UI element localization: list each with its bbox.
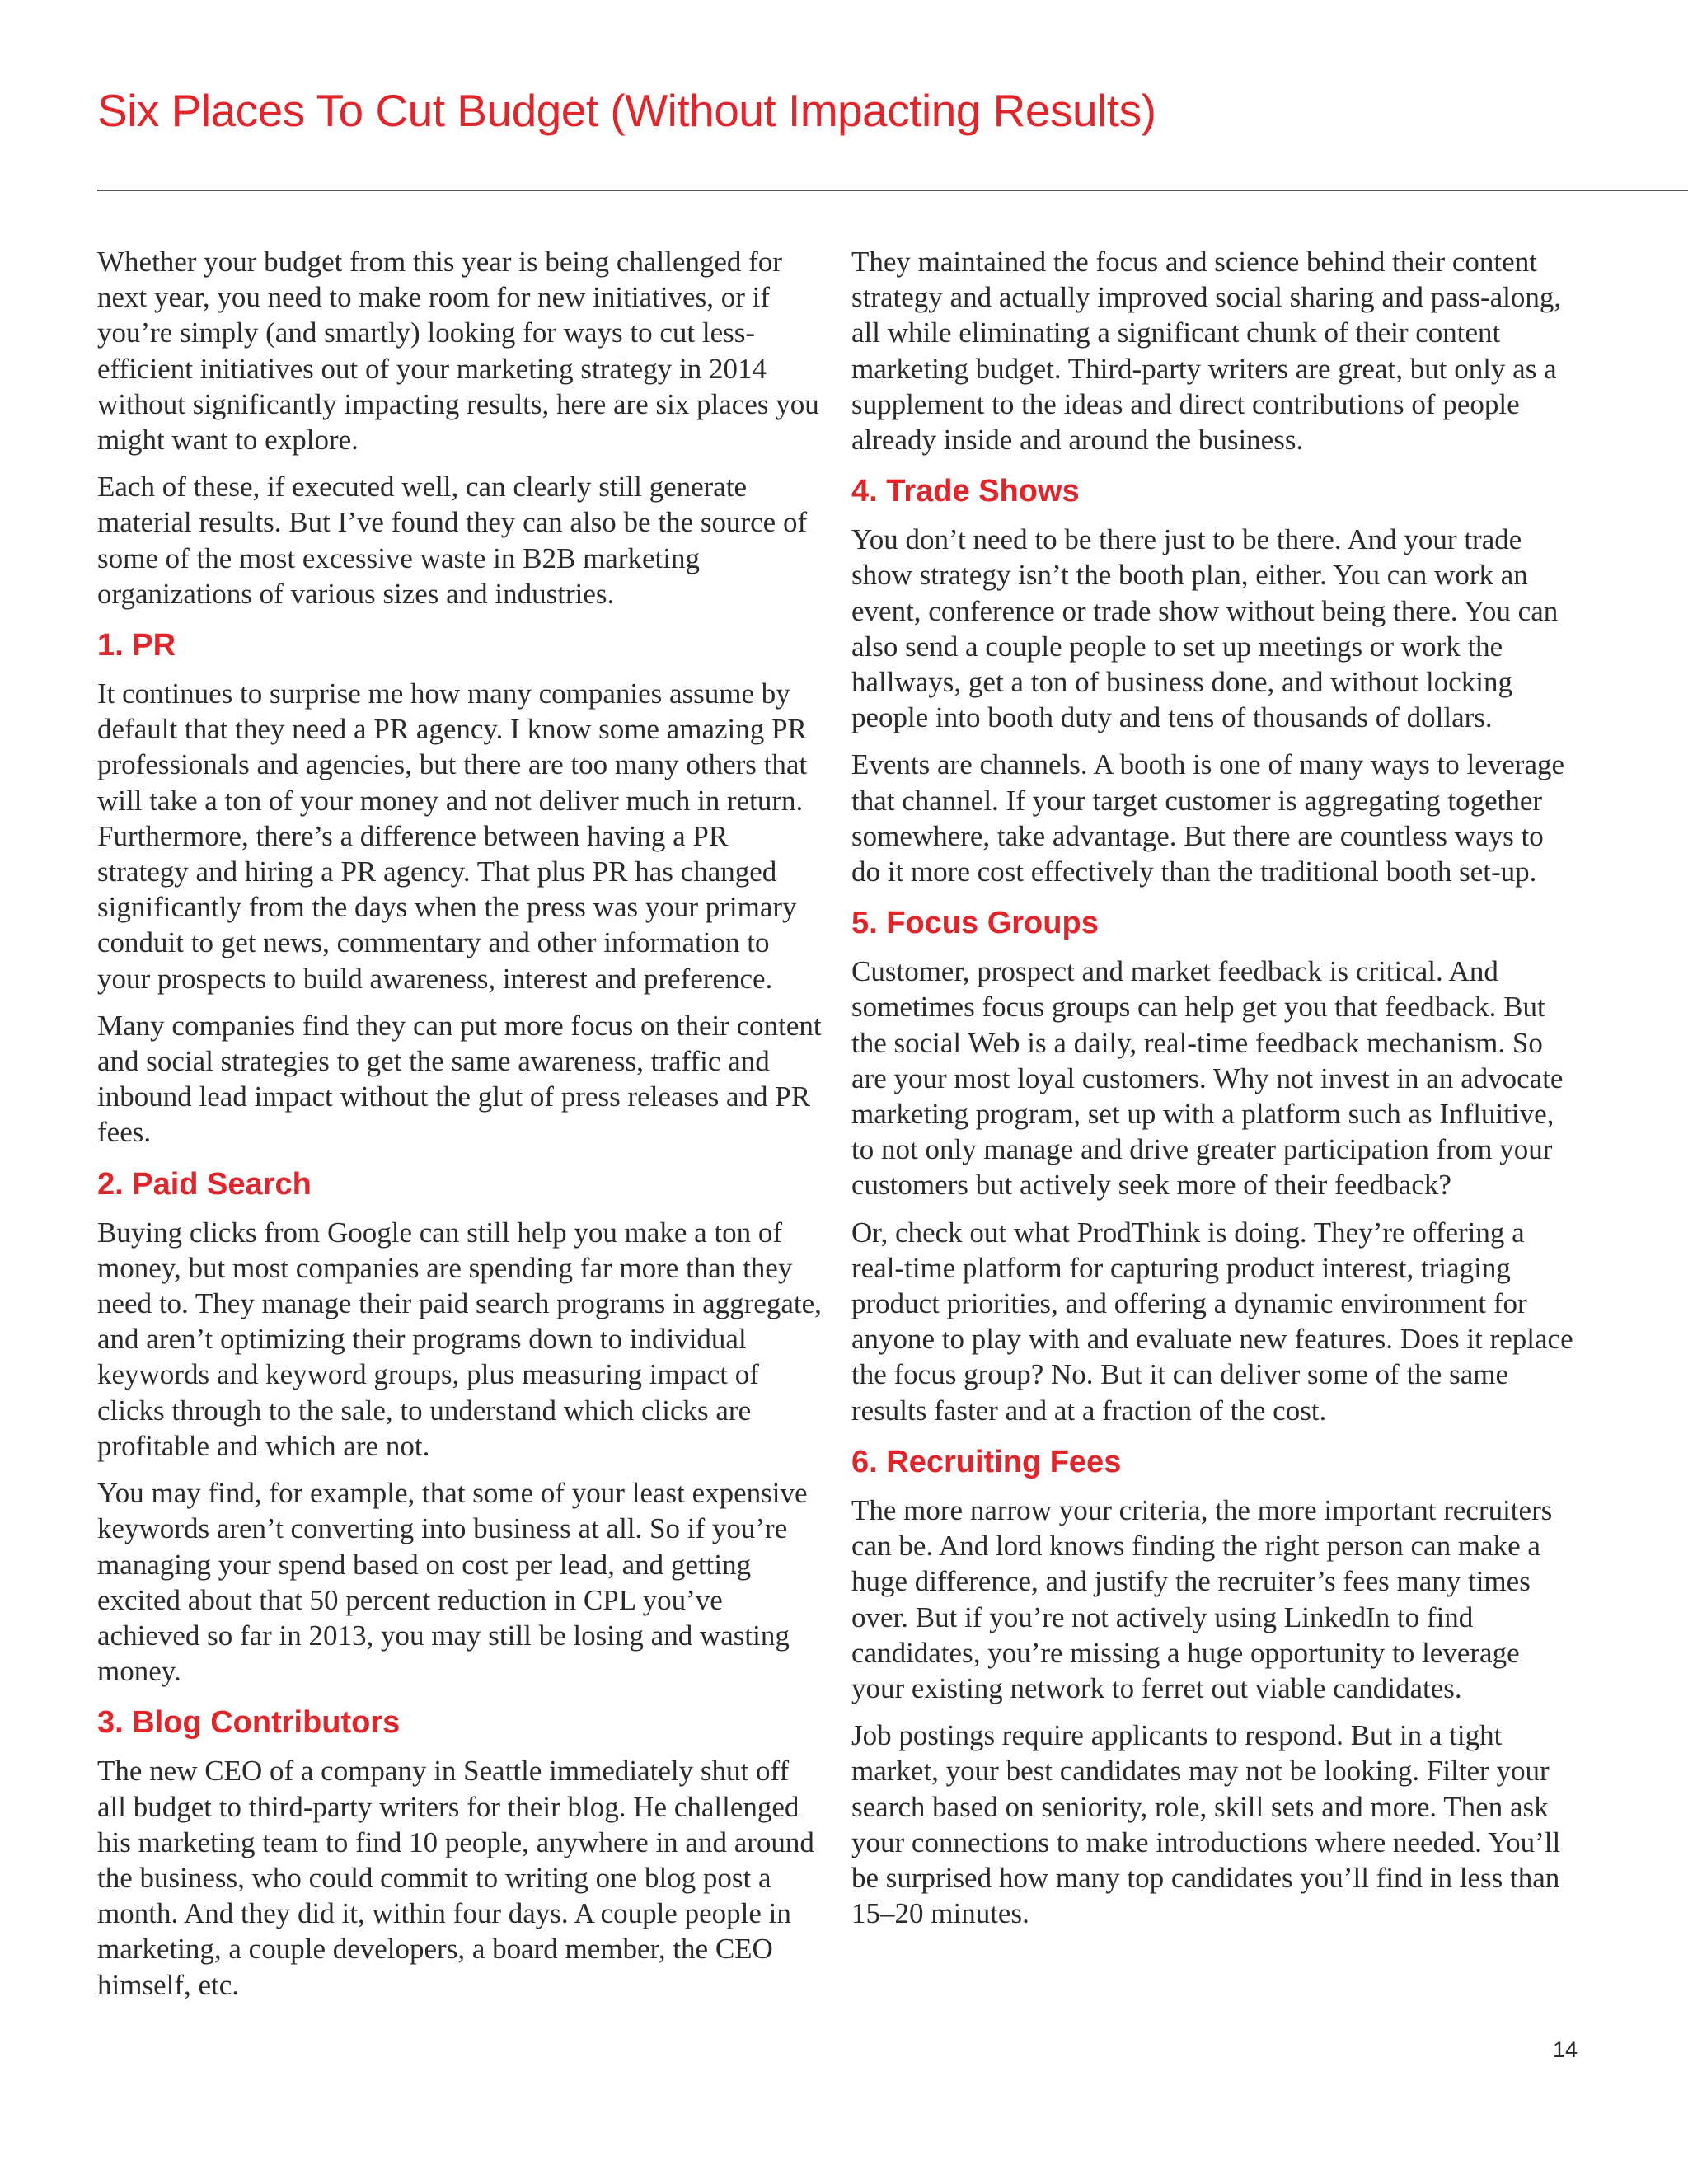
page-number: 14 — [1552, 2037, 1578, 2062]
pr-paragraph-2: Many companies find they can put more focus on their content and social strategies to get the same awareness, traffic and inbound lead impact without the glut of press releases and PR fees. — [97, 1009, 822, 1149]
section-heading-focus-groups: 5. Focus Groups — [851, 906, 1099, 941]
paid-search-paragraph-1: Buying clicks from Google can still help you make a ton of money, but most companies are spending far more than they need to. They manage their paid search programs in aggregate, and aren’t optimizing their programs down to individual keywords and keyword groups, plus measuring impact of clicks through to the sale, to understand which clicks are profitable and which are not. — [97, 1216, 822, 1462]
paid-search-paragraph-2: You may find, for example, that some of your least expensive keywords aren’t converting into business at all. So if you’re managing your spend based on cost per lead, and getting excited about that 50 percent reduction in CPL you’ve achieved so far in 2013, you may still be losing and wasting money. — [97, 1477, 808, 1688]
intro-paragraph-2: Each of these, if executed well, can clearly still generate material results. But I’ve found they can also be the source of some of the most excessive waste in B2B marketing organizations of various sizes and industries. — [97, 471, 808, 610]
left-column — [97, 244, 823, 2014]
section-heading-paid-search: 2. Paid Search — [97, 1166, 312, 1202]
page-title: Six Places To Cut Budget (Without Impacting Results) — [97, 85, 1156, 136]
trade-shows-paragraph-2: Events are channels. A booth is one of many ways to leverage that channel. If your target customer is aggregating together somewhere, take advantage. But there are countless ways to do it more cost effectively than the traditional booth set-up. — [851, 748, 1565, 888]
section-heading-blog-contributors: 3. Blog Contributors — [97, 1705, 401, 1741]
title-divider — [97, 190, 1688, 191]
section-heading-recruiting-fees: 6. Recruiting Fees — [851, 1444, 1122, 1479]
right-column — [851, 244, 1577, 1943]
pr-paragraph-1: It continues to surprise me how many companies assume by default that they need a PR agency. I know some amazing PR professionals and agencies, but there are too many others that will take a ton of your money and not deliver much in return. Furthermore, there’s a difference between having a PR strategy and hiring a PR agency. That plus PR has changed significantly from the days when the press was your primary conduit to get news, commentary and other information to your prospects to build awareness, interest and preference. — [97, 677, 808, 995]
section-heading-pr: 1. PR — [97, 628, 176, 663]
recruiting-fees-paragraph-2: Job postings require applicants to respond. But in a tight market, your best candidates may not be looking. Filter your search based on seniority, role, skill sets and more. Then ask your connections to make introductions where needed. You’ll be surprised how many top candidates you’ll find in less than 15–20 minutes. — [851, 1719, 1561, 1930]
section-heading-trade-shows: 4. Trade Shows — [851, 474, 1080, 509]
blog-contributors-paragraph-1: The new CEO of a company in Seattle immediately shut off all budget to third-party writers for their blog. He challenged his marketing team to find 10 people, anywhere in and around the business, who could commit to writing one blog post a month. And they did it, within four days. A couple people in marketing, a couple developers, a board member, the CEO himself, etc. — [97, 1755, 814, 2001]
recruiting-fees-paragraph-1: The more narrow your criteria, the more important recruiters can be. And lord knows finding the right person can make a huge difference, and justify the recruiter’s fees many times over. But if you’re not actively using LinkedIn to find candidates, you’re missing a huge opportunity to leverage your existing network to ferret out viable candidates. — [851, 1493, 1553, 1704]
focus-groups-paragraph-2: Or, check out what ProdThink is doing. They’re offering a real-time platform for capturing product interest, triaging product priorities, and offering a dynamic environment for anyone to play with and evaluate new features. Does it replace the focus group? No. But it can deliver some of the same results faster and at a fraction of the cost. — [851, 1216, 1573, 1427]
focus-groups-paragraph-1: Customer, prospect and market feedback is critical. And sometimes focus groups can help get you that feedback. But the social Web is a daily, real-time feedback mechanism. So are your most loyal customers. Why not invest in an advocate marketing program, set up with a platform such as Influitive, to not only manage and drive greater participation from your customers but actively seek more of their feedback? — [851, 955, 1564, 1202]
intro-paragraph-1: Whether your budget from this year is being challenged for next year, you need to make room for new initiatives, or if you’re simply (and smartly) looking for ways to cut less-efficient initiatives out of your marketing strategy in 2014 without significantly impacting results, here are six places you might want to explore. — [97, 246, 819, 457]
trade-shows-paragraph-1: You don’t need to be there just to be there. And your trade show strategy isn’t the booth plan, either. You can work an event, conference or trade show without being there. You can also send a couple people to set up meetings or work the hallways, get a ton of business done, and without locking people into booth duty and tens of thousands of dollars. — [851, 523, 1559, 734]
blog-contributors-paragraph-2: They maintained the focus and science behind their content strategy and actually improved social sharing and pass-along, all while eliminating a significant chunk of their content marketing budget. Third-party writers are great, but only as a supplement to the ideas and direct contributions of people already inside and around the business. — [851, 246, 1562, 457]
